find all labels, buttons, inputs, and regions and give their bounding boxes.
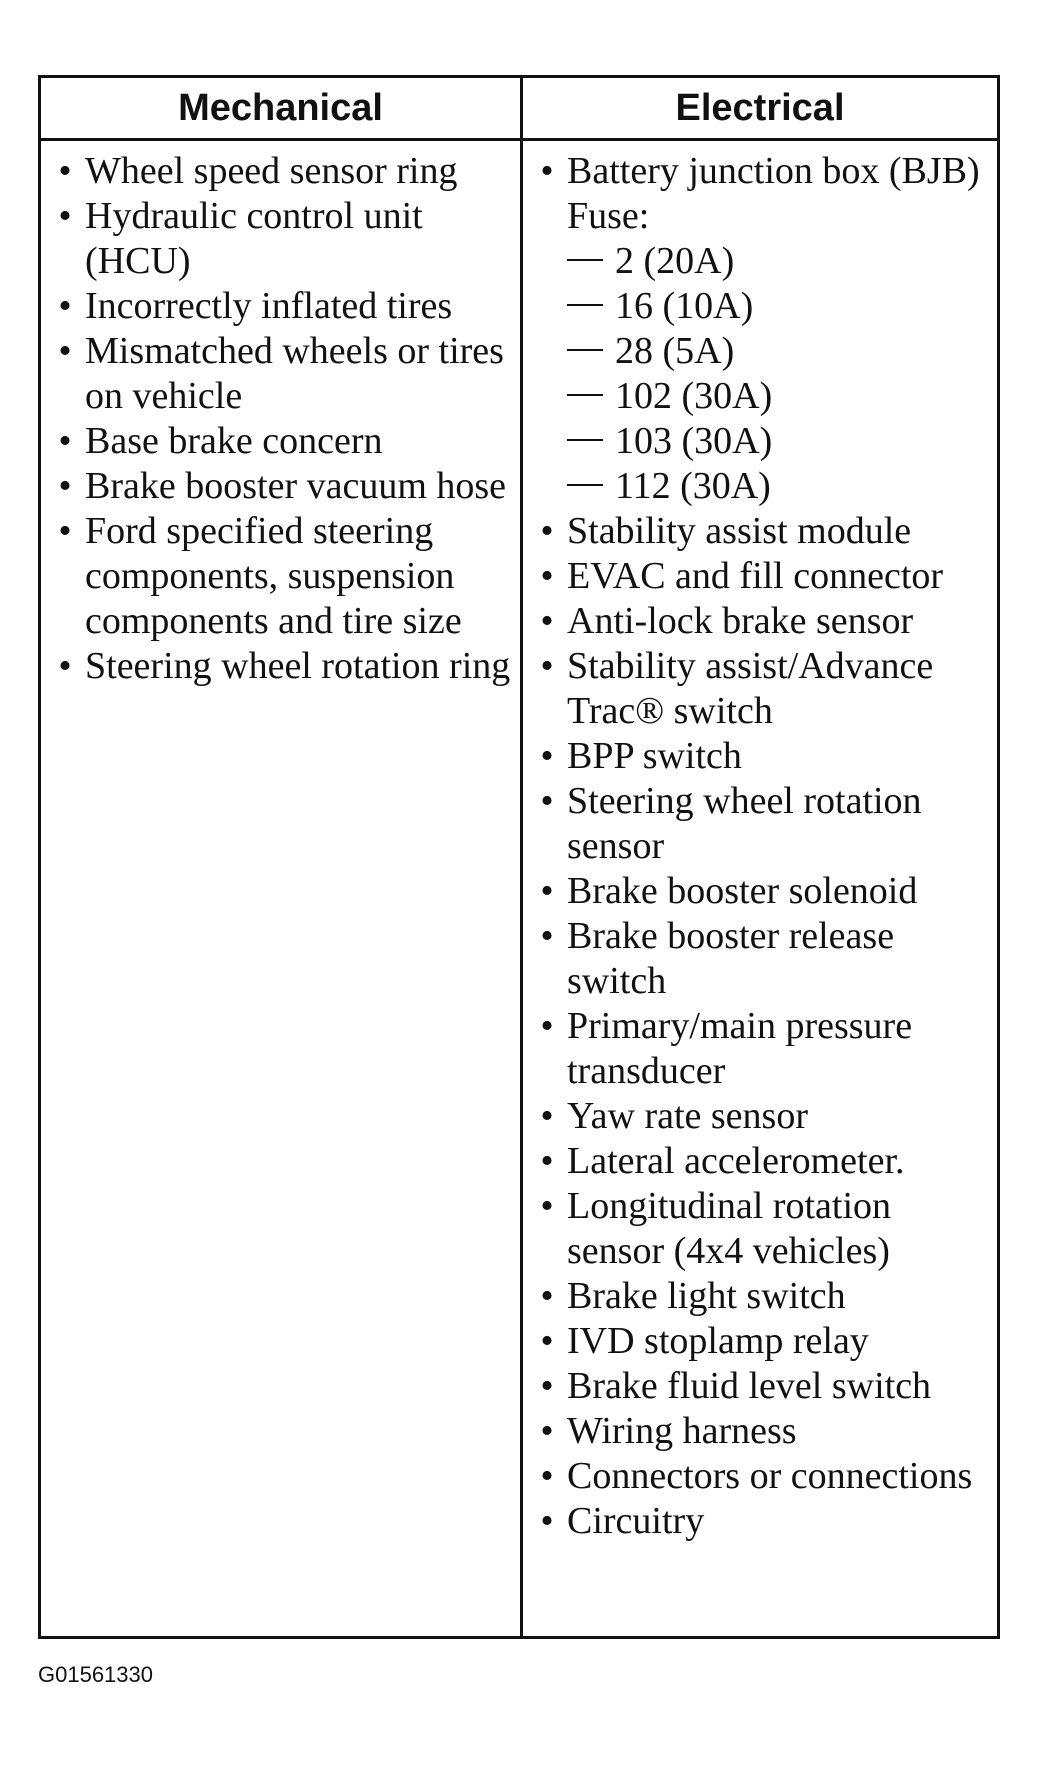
electrical-column <box>523 78 997 1636</box>
list-item: • Yaw rate sensor <box>540 1095 808 1137</box>
list-item-bjb: • Battery junction box (BJB) Fuse: <box>540 150 980 237</box>
fuse-item: 2 (20A) <box>533 239 991 284</box>
list-item: • Steering wheel rotation ring <box>58 645 511 687</box>
list-item: • Circuitry <box>540 1500 705 1542</box>
list-item: • Brake fluid level switch <box>540 1365 932 1407</box>
list-item: • Wiring harness <box>540 1410 797 1452</box>
diagnostic-table <box>38 75 1000 1639</box>
list-item: • Longitudinal rotation sensor (4x4 vehicles) <box>540 1185 892 1272</box>
list-item: • Mismatched wheels or tires on vehicle <box>58 330 504 417</box>
list-item: • EVAC and fill connector <box>540 555 944 597</box>
list-item: • Brake light switch <box>540 1275 846 1317</box>
fuse-item: 102 (30A) <box>533 374 991 419</box>
list-item: • Brake booster solenoid <box>540 870 918 912</box>
dash-mark <box>567 304 603 306</box>
dash-mark <box>567 259 603 261</box>
figure-id-caption: G01561330 <box>38 1662 153 1687</box>
list-item: • Lateral accelerometer. <box>540 1140 905 1182</box>
list-item: • Anti-lock brake sensor <box>540 600 914 642</box>
dash-mark <box>567 394 603 396</box>
fuse-item: 16 (10A) <box>533 284 991 329</box>
list-item: • Wheel speed sensor ring <box>58 150 458 192</box>
list-item: • Connectors or connections <box>540 1455 973 1497</box>
list-item: • Steering wheel rotation sensor <box>540 780 922 867</box>
list-item: • Ford specified steering components, suspension components and tire size <box>58 510 462 642</box>
mechanical-list <box>41 141 520 689</box>
mechanical-column <box>41 78 523 1636</box>
list-item: • Brake booster release switch <box>540 915 895 1002</box>
list-item: • Stability assist module <box>540 510 912 552</box>
fuse-item: 112 (30A) <box>533 464 991 509</box>
dash-mark <box>567 349 603 351</box>
list-item: • Base brake concern <box>58 420 383 462</box>
list-item: • Hydraulic control unit (HCU) <box>58 195 423 282</box>
electrical-header: Electrical <box>523 78 997 141</box>
list-item: • Primary/main pressure transducer <box>540 1005 913 1092</box>
list-item: • Incorrectly inflated tires <box>58 285 453 327</box>
mechanical-header: Mechanical <box>41 78 520 141</box>
dash-mark <box>567 484 603 486</box>
fuse-item: 28 (5A) <box>533 329 991 374</box>
electrical-list <box>523 141 997 1544</box>
list-item: • BPP switch <box>540 735 742 777</box>
fuse-item: 103 (30A) <box>533 419 991 464</box>
list-item: • Stability assist/Advance Trac® switch <box>540 645 934 732</box>
list-item: • Brake booster vacuum hose <box>58 465 507 507</box>
dash-mark <box>567 439 603 441</box>
list-item: • IVD stoplamp relay <box>540 1320 869 1362</box>
